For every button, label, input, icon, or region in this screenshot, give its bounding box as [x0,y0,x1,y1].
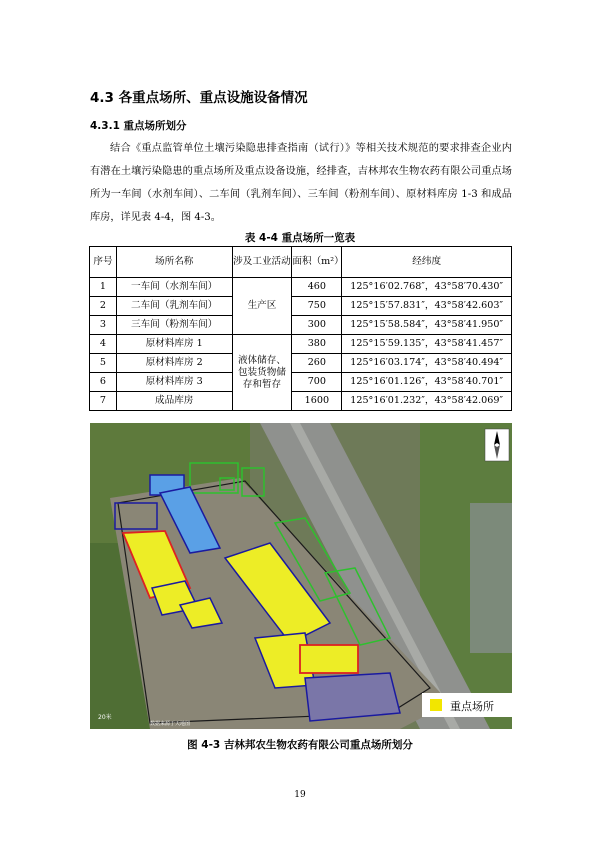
cell-no: 1 [90,278,117,297]
header-coord: 经纬度 [342,247,512,278]
header-name: 场所名称 [116,247,232,278]
buildings-right [470,503,512,653]
table-row [90,316,512,335]
cell-no: 2 [90,297,117,316]
cell-area: 750 [292,297,342,316]
cell-activity-group: 生产区 [232,278,292,335]
cell-no: 4 [90,335,117,354]
scale-label: 20米 [98,714,112,721]
table-row [90,373,512,392]
cell-name: 成品库房 [116,392,232,411]
figure-caption: 图 4-3 吉林邦农生物农药有限公司重点场所划分 [187,739,413,751]
key-sites-table [89,246,512,411]
cell-area: 300 [292,316,342,335]
table-row [90,392,512,411]
table-header-row [90,247,512,278]
cell-coord: 125°15′57.831″，43°58′42.603″ [342,297,512,316]
cell-area: 1600 [292,392,342,411]
header-no: 序号 [90,247,117,278]
cell-name: 二车间（乳剂车间） [116,297,232,316]
cell-coord: 125°16′03.174″，43°58′40.494″ [342,354,512,373]
cell-name: 原材料库房 1 [116,335,232,354]
section-heading: 4.3 各重点场所、重点设施设备情况 [90,90,308,106]
cell-coord: 125°16′02.768″，43°58′70.430″ [342,278,512,297]
cell-coord: 125°16′01.232″，43°58′42.069″ [342,392,512,411]
header-area: 面积（m²） [292,247,342,278]
paragraph-text: 结合《重点监管单位土壤污染隐患排查指南（试行）》等相关技术规范的要求排查企业内有潜在土壤污染隐患的重点场所及重点设备设施，经排查，吉林邦农生物农药有限公司重点场所为一车间（水剂车间）、二车间（乳剂车间）、三车间（粉剂车间）、原材料库房 1-3 和成品库房，详见表 4-4，图 4-3。 [90,143,512,223]
cell-area: 380 [292,335,342,354]
table-caption: 表 4-4 重点场所一览表 [244,232,356,244]
cell-no: 5 [90,354,117,373]
key-site-product-warehouse [305,673,400,721]
cell-coord: 125°15′59.135″，43°58′41.457″ [342,335,512,354]
map-credit: 数据来源于天地图 [150,721,191,727]
cell-name: 原材料库房 2 [116,354,232,373]
cell-area: 700 [292,373,342,392]
legend-label: 重点场所 [450,700,494,713]
table-row [90,297,512,316]
cell-no: 6 [90,373,117,392]
cell-area: 260 [292,354,342,373]
cell-no: 7 [90,392,117,411]
body-paragraph [90,137,512,229]
cell-name: 一车间（水剂车间） [116,278,232,297]
cell-area: 460 [292,278,342,297]
legend-swatch [430,699,442,711]
cell-name: 三车间（粉剂车间） [116,316,232,335]
cell-no: 3 [90,316,117,335]
cell-coord: 125°15′58.584″，43°58′41.950″ [342,316,512,335]
header-activity: 涉及工业活动 [232,247,292,278]
table-row [90,335,512,354]
page-number: 19 [294,790,306,800]
table-row [90,354,512,373]
site-map [90,423,512,729]
subsection-heading: 4.3.1 重点场所划分 [90,120,187,132]
table-row [90,278,512,297]
key-site-workshop-3 [300,645,358,673]
cell-activity-group: 液体储存、包装货物储存和暂存 [232,335,292,411]
cell-coord: 125°16′01.126″，43°58′40.701″ [342,373,512,392]
cell-name: 原材料库房 3 [116,373,232,392]
